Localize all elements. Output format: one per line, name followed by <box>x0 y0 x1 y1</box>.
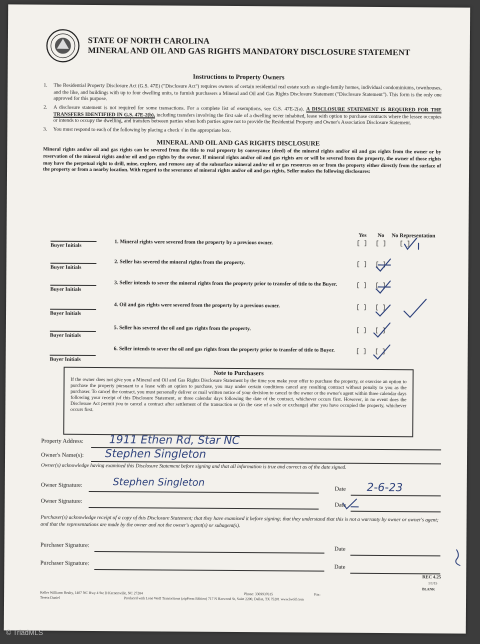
col-no-representation: No Representation <box>391 233 436 240</box>
purchaser-date-2-label: Date <box>334 564 346 571</box>
q2-no-checkbox[interactable]: [ ] <box>375 260 387 269</box>
owners-name-label: Owner's Name(s): <box>41 452 84 459</box>
q6-no-check-icon <box>374 345 390 359</box>
col-yes: Yes <box>358 232 367 239</box>
owner-signature-field[interactable]: Stephen Singleton <box>112 477 205 489</box>
owner-signature-2-label: Owner Signature: <box>40 498 83 505</box>
owner-signature-label: Owner Signature: <box>40 482 83 489</box>
note-title: Note to Purchasers <box>213 369 264 378</box>
margin-mark-icon <box>452 548 464 568</box>
date-line <box>351 495 441 497</box>
q4-no-checkbox[interactable]: [ ] <box>375 303 386 312</box>
purchaser-signature-label: Purchaser Signature: <box>40 542 90 549</box>
fax: Fax: <box>314 592 321 597</box>
q5-no-check-icon <box>374 323 390 337</box>
question-4: 4. Oil and gas rights were severed from the property by a previous owner. <box>114 302 280 310</box>
question-1: 1. Mineral rights were severed from the property by a previous owner. <box>114 239 273 247</box>
date-label: Date <box>334 486 346 493</box>
purchaser-acknowledgement: Purchaser(s) acknowledge receipt of a copy of this Disclosure Statement; that they have examined it before signing; that they understand that this is not a warranty by owner or owner's agent; and that the representations are made by the owner and not the owner's agent(s) or subagent(s). <box>40 514 439 529</box>
buyer-initials-label: Buyer Initials <box>49 356 81 363</box>
q6-yes-checkbox[interactable]: [ ] <box>355 347 367 355</box>
form-blank: BLANK <box>422 587 435 592</box>
date-2-line[interactable] <box>351 511 441 513</box>
purchaser-signature-2-line[interactable] <box>94 569 324 572</box>
agent-name: Teresa Daniel <box>40 595 60 600</box>
handwritten-mark-icon <box>341 497 361 513</box>
question-2: 2. Seller has severed the mineral rights from the property. <box>114 259 245 267</box>
item-2-bold: A DISCLOSURE STATEMENT IS REQUIRED FOR THE TRANSFERS IDENTIFIED IN G.S. 47E-2(b), <box>53 106 442 119</box>
q5-yes-checkbox[interactable]: [ ] <box>355 326 367 334</box>
owner-signature-line <box>89 491 319 494</box>
item-2-number: 2. <box>43 104 48 111</box>
form-number: REC 4.25 <box>422 574 442 580</box>
brokerage-info: Keller Williams Realty, 1407 NC Hwy 4 Ste D Kernersville, NC 27284 <box>40 590 143 596</box>
section-heading: MINERAL AND OIL AND GAS RIGHTS DISCLOSURE <box>156 139 320 148</box>
instruction-item-3: You must respond to each of the following by placing a check √ in the appropriate box. <box>53 126 231 134</box>
phone: Phone: 3369937615 <box>244 592 273 597</box>
owner-acknowledgement: Owner(s) acknowledge having examined this Disclosure Statement before signing and that all information is true and correct as of the date signed. <box>40 462 347 471</box>
item-1-number: 1. <box>43 82 48 89</box>
date-field[interactable]: 2-6-23 <box>366 480 403 495</box>
question-3: 3. Seller intends to sever the mineral rights from the property prior to transfer of title to the Buyer. <box>114 280 338 288</box>
q1-yes-checkbox[interactable]: [ ] <box>356 239 368 247</box>
q4-yes-checkbox[interactable]: [ ] <box>356 303 367 311</box>
property-address-label: Property Address: <box>41 438 84 445</box>
purchaser-signature-line[interactable] <box>94 551 324 554</box>
item-3-number: 3. <box>43 126 48 133</box>
buyer-initials-label: Buyer Initials <box>50 264 82 271</box>
produced-by: Produced with Lone Wolf Transactions (zipForm Edition) 717 N Harwood St, Suite 2200, Dallas, TX 75201 www.lwolf.com <box>124 596 304 602</box>
question-6: 6. Seller intends to sever the oil and gas rights from the property prior to transfer of title to Buyer. <box>113 346 335 354</box>
instruction-item-1: The Residential Property Disclosure Act (G.S. 47E) ("Disclosure Act") requires owners of certain residential real estate such as single-family homes, individual condominiums, townhouses, and the like, and buildings with up to four dwelling units, to furnish purchasers a Mineral and Oil and Gas Rights Disclosure Statement ("Disclosure Statement"). This form is the only one approved for this purpose. <box>53 82 442 103</box>
q1-norep-checkbox[interactable]: [ ] <box>399 240 411 248</box>
date-2-label: Date <box>334 502 346 509</box>
q4-no-check-icon <box>376 299 426 317</box>
q2-no-check-icon <box>376 259 390 271</box>
question-5: 5. Seller has severed the oil and gas rights from the property. <box>113 325 251 333</box>
item-2-text-b: including transfers involving the first sale of a dwelling never inhabited, lease with option to purchase contracts where the lessee occupies or intends to occupy the dwelling, and transfers between parties when both parties agree not to provide the Residential Property and Owner's Association Disclosure Statement. <box>53 112 442 127</box>
handwritten-checkmarks <box>368 232 449 366</box>
purchaser-signature-2-label: Purchaser Signature: <box>40 560 90 567</box>
form-revision: 1/1/15 <box>428 581 438 586</box>
note-body: If the owner does not give you a Mineral and Oil and Gas Rights Disclosure Statement by the time you make your offer to purchase the property, or exercise an option to purchase the property pursuant to a lease with an option to purchase, you may under certain conditions cancel any resulting contract without penalty to you as the purchaser. To cancel the contract, you must personally deliver or mail written notice of your decision to cancel to the owner or the owner's agent within three calendar days following your receipt of this Disclosure Statement, or three calendar days following the date of the contract, whichever occurs first. However, in no event does the Disclosure Act permit you to cancel a contract after settlement of the transaction or (in the case of a sale or exchange) after you have occupied the property, whichever occurs first. <box>70 377 407 414</box>
property-address-field[interactable]: 1911 Ethen Rd, Star NC <box>109 433 240 448</box>
owners-name-field[interactable]: Stephen Singleton <box>105 447 207 461</box>
q3-no-check-icon <box>376 281 390 293</box>
watermark: © TriadMLS <box>6 630 44 637</box>
q1-norep-check-icon <box>404 238 418 249</box>
buyer-initials-label: Buyer Initials <box>50 286 82 293</box>
state-heading: STATE OF NORTH CAROLINA <box>87 34 210 46</box>
q1-no-checkbox[interactable]: [ ] <box>375 239 387 248</box>
q5-no-checkbox[interactable]: [ ] <box>374 326 386 335</box>
instructions-heading: Instructions to Property Owners <box>192 73 285 82</box>
buyer-initials-label: Buyer Initials <box>49 332 81 339</box>
section-intro: Mineral rights and/or oil and gas rights can be severed from the title to real property by conveyance (deed) of the mineral rights and/or oil and gas rights from the owner or by reservation of the mineral rights and/or oil and gas rights by the owner. If mineral rights and/or oil and gas rights are or will be severed from the property, the owner of those rights may have the perpetual right to drill, mine, explore, and remove any of the subsurface mineral and/or oil or gas resources on or from the property either directly from the surface of the property or from a nearby location. With regard to the severance of mineral rights and/or oil and gas rights, Seller makes the following disclosures: <box>43 146 442 176</box>
disclosure-page <box>4 4 470 633</box>
buyer-initials-label: Buyer Initials <box>50 242 82 249</box>
q2-yes-checkbox[interactable]: [ ] <box>356 260 368 268</box>
purchaser-date-label: Date <box>334 546 346 553</box>
item-2-text-a: A disclosure statement is not required for some transactions. For a complete list of exemptions, see G.S. 47E-2(a). <box>53 104 304 113</box>
q3-yes-checkbox[interactable]: [ ] <box>356 281 368 289</box>
purchaser-date-line[interactable] <box>350 555 440 557</box>
instruction-item-2 <box>53 105 441 127</box>
form-title: MINERAL AND OIL AND GAS RIGHTS MANDATORY DISCLOSURE STATEMENT <box>87 44 411 58</box>
col-no: No <box>377 232 385 240</box>
q3-no-checkbox[interactable]: [ ] <box>375 281 387 290</box>
owner-signature-2-line[interactable] <box>89 507 319 510</box>
state-seal-icon <box>46 29 80 63</box>
note-to-purchasers-box <box>63 367 413 437</box>
buyer-initials-label: Buyer Initials <box>50 310 82 317</box>
q6-no-checkbox[interactable]: [ ] <box>374 347 386 356</box>
